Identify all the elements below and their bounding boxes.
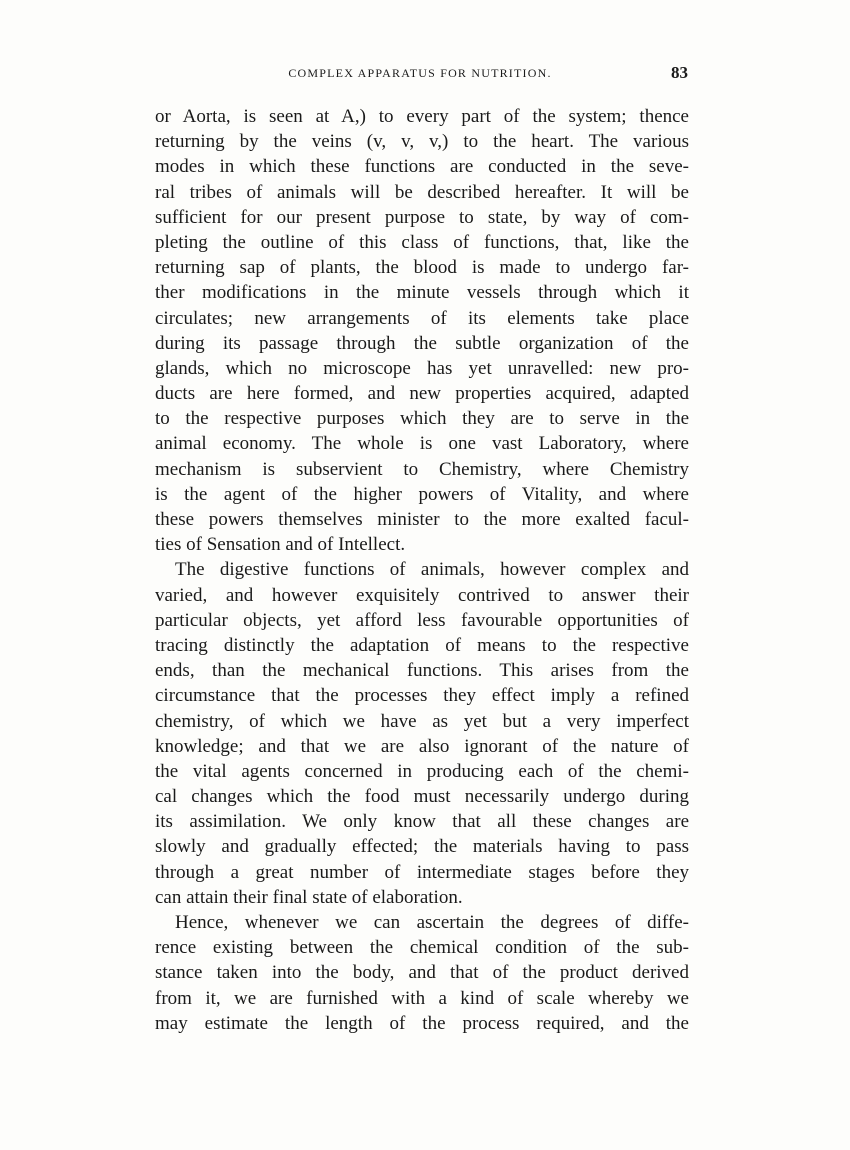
text-line: modes in which these functions are conducted in the seve- bbox=[155, 156, 689, 178]
text-line: rence existing between the chemical condition of the sub- bbox=[155, 937, 689, 959]
text-line: particular objects, yet afford less favourable opportunities of bbox=[155, 609, 689, 631]
text-line: chemistry, of which we have as yet but a very imperfect bbox=[155, 710, 689, 732]
text-line: knowledge; and that we are also ignorant of the nature of bbox=[155, 735, 689, 757]
running-title: COMPLEX APPARATUS FOR NUTRITION. bbox=[288, 66, 552, 80]
text-line: mechanism is subservient to Chemistry, where Chemistry bbox=[155, 458, 689, 480]
running-head bbox=[152, 63, 688, 86]
text-line: Hence, whenever we can ascertain the degrees of diffe- bbox=[175, 912, 689, 933]
text-line: The digestive functions of animals, however complex and bbox=[175, 559, 689, 581]
text-line: pleting the outline of this class of functions, that, like the bbox=[155, 231, 689, 253]
text-line: ties of Sensation and of Intellect. bbox=[155, 534, 406, 556]
text-line: circulates; new arrangements of its elements take place bbox=[155, 307, 689, 329]
text-line: ends, than the mechanical functions. This arises from the bbox=[155, 660, 689, 682]
text-line: may estimate the length of the process required, and the bbox=[155, 1012, 689, 1034]
text-line: returning sap of plants, the blood is made to undergo far- bbox=[155, 257, 689, 279]
text-line: from it, we are furnished with a kind of scale whereby we bbox=[155, 987, 689, 1009]
text-line: varied, and however exquisitely contrived to answer their bbox=[155, 584, 689, 606]
text-line: returning by the veins (v, v, v,) to the heart. The various bbox=[155, 131, 689, 153]
text-line: or Aorta, is seen at A,) to every part of the system; thence bbox=[155, 106, 689, 127]
text-line: tracing distinctly the adaptation of means to the respective bbox=[155, 634, 689, 656]
text-line: these powers themselves minister to the more exalted facul- bbox=[155, 509, 689, 530]
paragraph bbox=[155, 557, 689, 910]
text-line: during its passage through the subtle organization of the bbox=[155, 332, 689, 354]
text-line: glands, which no microscope has yet unravelled: new pro- bbox=[155, 357, 689, 379]
text-line: through a great number of intermediate stages before they bbox=[155, 861, 689, 883]
page-number: 83 bbox=[671, 63, 688, 82]
text-line: is the agent of the higher powers of Vitality, and where bbox=[155, 483, 689, 505]
text-line: the vital agents concerned in producing each of the chemi- bbox=[155, 760, 689, 782]
text-line: stance taken into the body, and that of the product derived bbox=[155, 962, 689, 984]
text-line: ther modifications in the minute vessels through which it bbox=[155, 282, 689, 304]
text-line: animal economy. The whole is one vast Laboratory, where bbox=[155, 433, 689, 455]
paragraph bbox=[155, 910, 689, 1036]
body-text bbox=[155, 104, 689, 1036]
text-line: can attain their final state of elaboration. bbox=[155, 886, 463, 908]
text-line: ral tribes of animals will be described hereafter. It will be bbox=[155, 181, 689, 203]
text-line: circumstance that the processes they effect imply a refined bbox=[155, 685, 689, 707]
text-line: its assimilation. We only know that all these changes are bbox=[155, 811, 689, 833]
text-line: ducts are here formed, and new properties acquired, adapted bbox=[155, 383, 689, 405]
text-line: cal changes which the food must necessarily undergo during bbox=[155, 786, 689, 808]
paragraph bbox=[155, 104, 689, 557]
text-line: to the respective purposes which they are to serve in the bbox=[155, 408, 689, 430]
text-line: slowly and gradually effected; the materials having to pass bbox=[155, 836, 689, 858]
text-line: sufficient for our present purpose to state, by way of com- bbox=[155, 206, 689, 228]
